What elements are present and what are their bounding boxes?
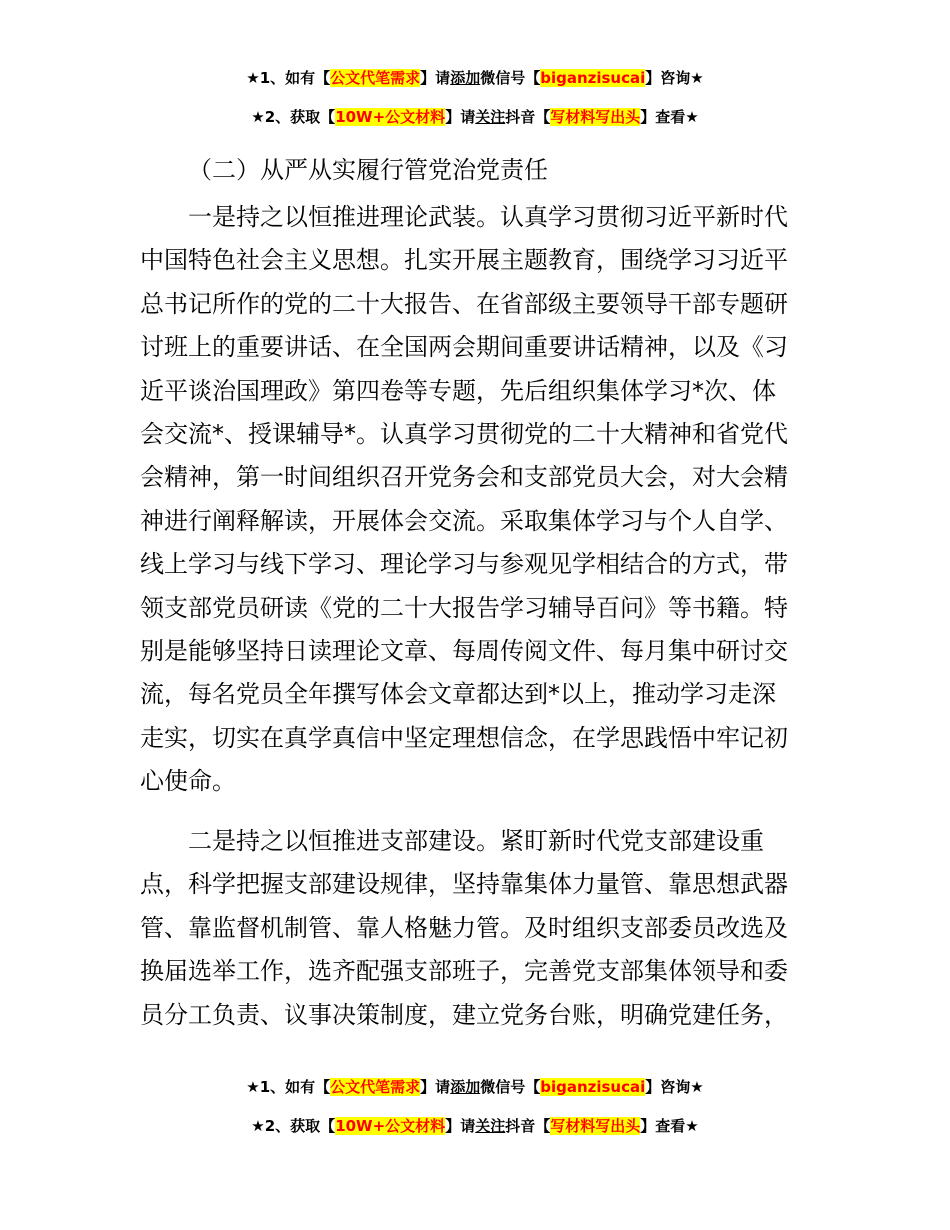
paragraph-line: 别是能够坚持日读理论文章、每周传阅文件、每月集中研讨交: [140, 637, 788, 666]
paragraph-theory: [140, 196, 812, 804]
promo-text: 】请: [445, 1117, 476, 1135]
promo-text: 】咨询★: [645, 1078, 704, 1096]
promo-highlight-douyin-id: 写材料写出头: [550, 108, 641, 126]
paragraph-line: 讨班上的重要讲话、在全国两会期间重要讲话精神，以及《习: [140, 333, 788, 362]
promo-text: 】咨询★: [645, 69, 704, 87]
paragraph-line: 近平谈治国理政》第四卷等专题，先后组织集体学习*次、体: [140, 376, 776, 405]
promo-text: ★2、获取【: [251, 1117, 336, 1135]
paragraph-line: 领支部党员研读《党的二十大报告学习辅导百问》等书籍。特: [140, 593, 788, 622]
promo-underline: 添加: [450, 69, 481, 87]
paragraph-line: 点，科学把握支部建设规律，坚持靠集体力量管、靠思想武器: [140, 870, 788, 899]
paragraph-line: 会交流*、授课辅导*。认真学习贯彻党的二十大精神和省党代: [140, 420, 788, 449]
paragraph-line: 员分工负责、议事决策制度，建立党务台账，明确党建任务，: [140, 1000, 788, 1029]
promo-highlight-wechat-id: biganzisucai: [540, 1078, 646, 1096]
promo-highlight-wechat-id: biganzisucai: [540, 69, 646, 87]
promo-text: ★2、获取【: [251, 108, 336, 126]
promo-text: 】请: [420, 1078, 451, 1096]
paragraph-line: 中国特色社会主义思想。扎实开展主题教育，围绕学习习近平: [140, 246, 788, 275]
promo-text: 抖音【: [505, 1117, 551, 1135]
header-promo-line-1: [0, 68, 950, 88]
footer-promo-line-2: [0, 1116, 950, 1136]
promo-underline: 添加: [450, 1078, 481, 1096]
promo-text: ★1、如有【: [246, 1078, 331, 1096]
promo-text: 】查看★: [640, 1117, 699, 1135]
promo-text: 】查看★: [640, 108, 699, 126]
paragraph-line: 管、靠监督机制管、靠人格魅力管。及时组织支部委员改选及: [140, 913, 788, 942]
paragraph-line: 一是持之以恒推进理论武装。认真学习贯彻习近平新时代: [188, 203, 788, 231]
promo-underline: 关注: [475, 108, 506, 126]
paragraph-line: 二是持之以恒推进支部建设。紧盯新时代党支部建设重: [188, 827, 764, 855]
paragraph-line: 心使命。: [140, 767, 236, 796]
paragraph-line: 线上学习与线下学习、理论学习与参观见学相结合的方式，带: [140, 550, 788, 579]
promo-highlight: 10W+公文材料: [335, 108, 446, 126]
promo-text: 微信号【: [480, 69, 541, 87]
paragraph-branch-building: [140, 820, 812, 1037]
promo-highlight: 公文代笔需求: [330, 69, 421, 87]
footer-promo-line-1: [0, 1077, 950, 1097]
section-heading: （二）从严从实履行管党治党责任: [188, 156, 548, 184]
promo-text: 】请: [445, 108, 476, 126]
header-promo-line-2: [0, 107, 950, 127]
paragraph-line: 流，每名党员全年撰写体会文章都达到*以上，推动学习走深: [140, 680, 776, 709]
promo-text: 抖音【: [505, 108, 551, 126]
promo-highlight-douyin-id: 写材料写出头: [550, 1117, 641, 1135]
promo-text: 】请: [420, 69, 451, 87]
promo-text: 微信号【: [480, 1078, 541, 1096]
paragraph-line: 神进行阐释解读，开展体会交流。采取集体学习与个人自学、: [140, 506, 788, 535]
paragraph-line: 总书记所作的党的二十大报告、在省部级主要领导干部专题研: [140, 289, 788, 318]
promo-underline: 关注: [475, 1117, 506, 1135]
promo-text: ★1、如有【: [246, 69, 331, 87]
paragraph-line: 走实，切实在真学真信中坚定理想信念，在学思践悟中牢记初: [140, 723, 788, 752]
promo-highlight: 公文代笔需求: [330, 1078, 421, 1096]
paragraph-line: 会精神，第一时间组织召开党务会和支部党员大会，对大会精: [140, 463, 788, 492]
promo-highlight: 10W+公文材料: [335, 1117, 446, 1135]
paragraph-line: 换届选举工作，选齐配强支部班子，完善党支部集体领导和委: [140, 957, 788, 986]
